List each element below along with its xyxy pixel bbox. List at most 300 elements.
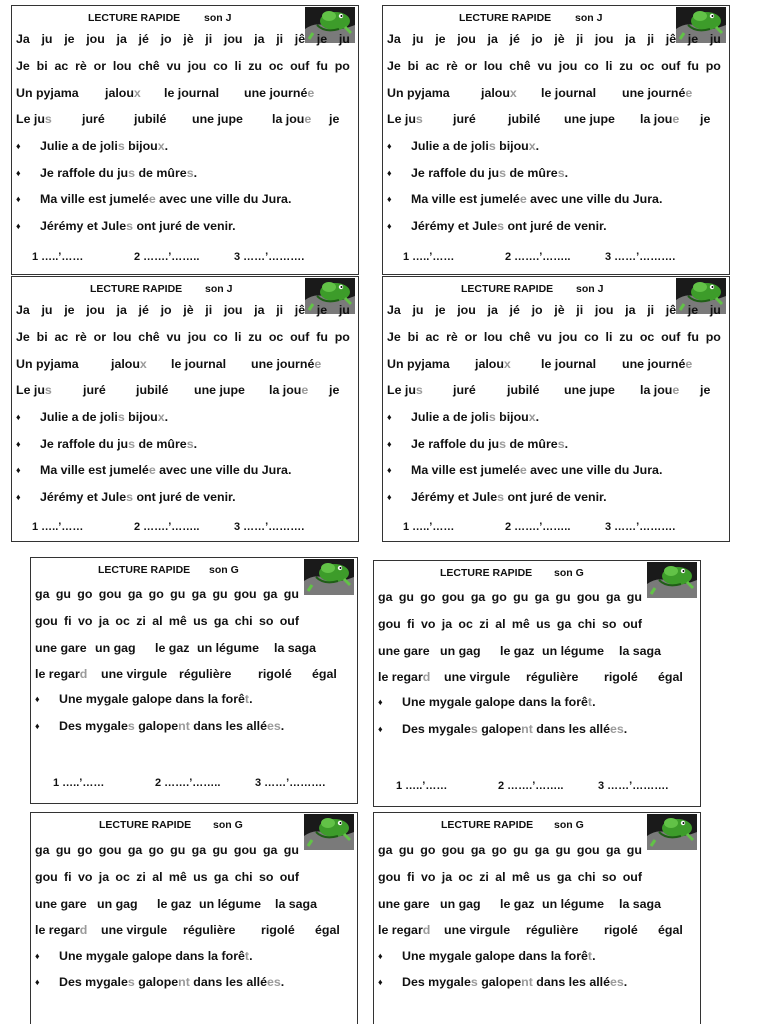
syllable: ga [127,587,143,601]
bullet-icon: ♦ [387,221,392,231]
word [199,897,261,911]
silent-letter: s [126,219,134,233]
word [526,670,578,684]
syllable: ju [412,32,424,46]
bullet-icon: ♦ [35,951,40,961]
word [444,670,510,684]
silent-letter: e [304,112,312,126]
word-row [378,644,696,660]
card-title: LECTURE RAPIDE [441,819,534,831]
sentence-part: . [623,975,628,989]
word-part: le regar [378,670,423,684]
word [35,897,87,911]
sentence-part: galope [477,975,522,989]
syllable: bi [36,330,48,344]
syllable: rè [446,330,458,344]
syllable-row [16,32,350,46]
word [35,667,87,681]
card-sound-label: son G [213,819,243,831]
syllable: gu [283,843,299,857]
bullet-icon: ♦ [387,168,392,178]
sentence-part: . [535,410,540,424]
syllable: us [193,614,208,628]
card-sound-label: son J [575,12,603,24]
bullet-icon: ♦ [378,977,383,987]
syllable: jé [509,303,520,317]
word [95,641,136,655]
syllable: jé [509,32,520,46]
syllable: ji [205,303,213,317]
sentence-part: avec une ville du Jura. [526,192,663,206]
sentence-part: dans les allé [532,722,610,736]
syllable-row [35,870,299,884]
mascot-icon [304,814,354,850]
syllable: ji [647,303,655,317]
syllable: ga [378,843,393,857]
sentence-part: Ma ville est jumelé [40,463,149,477]
sentence-part: Julie a de joli [40,139,118,153]
word-part: la saga [275,897,318,911]
syllable-row [378,590,642,604]
silent-letter: e [148,192,156,206]
syllable: so [601,617,617,631]
word [481,86,517,100]
word-row [35,923,353,939]
syllable: chi [577,617,596,631]
score-field: 2 …….’…….. [498,780,564,792]
word-part: Un pyjama [16,357,79,371]
word-row [387,357,725,373]
sentence-part: Ma ville est jumelé [40,192,149,206]
silent-letter: es [267,975,281,989]
word-row [35,667,353,683]
syllable: so [258,870,274,884]
syllable: gou [35,614,58,628]
word [261,923,295,937]
word [275,897,317,911]
syllable: ji [276,303,284,317]
syllable: ja [116,303,127,317]
silent-letter: es [267,719,281,733]
syllable: lou [112,330,132,344]
syllable: chê [509,330,531,344]
word-part: un légume [197,641,259,655]
syllable: mê [511,870,530,884]
sentence-line [35,692,253,706]
syllable: vu [166,59,181,73]
syllable: jé [138,32,149,46]
sentence-part: . [280,975,285,989]
syllable: go [148,843,164,857]
sentence-line [35,949,253,963]
word-row [16,86,354,102]
syllable: or [464,330,478,344]
syllable: fi [64,614,72,628]
syllable: rè [446,59,458,73]
syllable: oc [639,59,655,73]
word-part: une journé [622,357,686,371]
bullet-icon: ♦ [387,465,392,475]
word-part: le regar [35,667,80,681]
syllable: zu [248,59,262,73]
silent-letter: d [79,667,88,681]
sentence-line [378,695,596,709]
silent-letter: s [470,975,478,989]
word-part: le gaz [155,641,190,655]
syllable: ja [487,32,498,46]
score-field: 3 ……’………. [598,780,669,792]
word-part: une jupe [192,112,243,126]
word [387,112,423,126]
syllable: ga [470,843,486,857]
syllable: us [536,870,551,884]
word [507,383,539,397]
sentence-part: avec une ville du Jura. [155,463,292,477]
word-part: Le ju [387,383,416,397]
word-part: un gag [95,641,136,655]
silent-letter: s [117,139,125,153]
silent-letter: x [509,86,517,100]
syllable: zi [479,617,489,631]
reading-card [11,276,359,542]
word-part: la jou [269,383,302,397]
word [453,112,476,126]
word [440,897,481,911]
syllable: al [152,870,163,884]
word [440,644,481,658]
word-part: une virgule [101,923,168,937]
syllable: jè [183,303,194,317]
word-part: le gaz [157,897,192,911]
syllable: ja [441,617,453,631]
syllable: gou [441,590,465,604]
word-part: jubilé [508,112,541,126]
word [16,112,52,126]
word [312,667,337,681]
syllable: po [334,59,350,73]
word [101,667,167,681]
word-row [378,897,696,913]
word-part: une jupe [194,383,245,397]
silent-letter: s [44,383,52,397]
sentence-part: dans les allé [189,719,267,733]
sentence-line [378,975,627,989]
score-field: 1 …..’…… [32,521,84,533]
syllable: gu [555,843,571,857]
syllable: ja [254,32,265,46]
syllable: ju [412,303,424,317]
syllable: bi [407,330,419,344]
silent-letter: nt [178,975,190,989]
syllable: fu [687,59,699,73]
sentence-part: . [564,437,569,451]
card-title: LECTURE RAPIDE [98,564,191,576]
reading-card [30,557,358,804]
syllable: vu [537,330,552,344]
word [387,383,423,397]
syllable: ouf [661,330,681,344]
word-part: une gare [378,644,430,658]
syllable-row [378,843,642,857]
score-line [374,780,701,794]
syllable: jê [665,32,677,46]
sentence-part: Jérémy et Jule [40,219,127,233]
silent-letter: t [587,695,593,709]
syllable: jou [594,303,614,317]
word [658,670,683,684]
word-part: jalou [111,357,140,371]
syllable: gu [513,843,529,857]
word [387,357,450,371]
syllable: je [316,32,328,46]
word-part: juré [453,383,476,397]
silent-letter: s [186,437,194,451]
syllable: go [420,590,436,604]
word [272,112,311,126]
syllable: je [64,32,75,46]
syllable: ga [191,587,207,601]
card-title: LECTURE RAPIDE [99,819,192,831]
word-part: une gare [378,897,430,911]
silent-letter: d [422,670,431,684]
word-part: une jupe [564,383,615,397]
reading-card [382,276,730,542]
syllable: ga [470,590,486,604]
syllable: lou [112,59,132,73]
syllable: oc [458,617,473,631]
syllable: gu [212,587,228,601]
syllable: ju [709,303,721,317]
silent-letter: s [497,490,505,504]
word-row [378,923,696,939]
syllable: gu [398,590,414,604]
silent-letter: e [519,463,527,477]
sentence-line [378,949,596,963]
silent-letter: e [685,357,693,371]
syllable: fu [316,59,328,73]
syllable: je [316,303,328,317]
syllable: vo [77,614,93,628]
word [604,923,638,937]
word-part: Le ju [387,112,416,126]
silent-letter: s [117,410,125,424]
syllable: ji [205,32,213,46]
word-row [16,383,354,399]
word-part: une journé [251,357,315,371]
word-part: rigolé [604,923,638,937]
card-sound-label: son G [209,564,239,576]
syllable: ga [534,843,550,857]
syllable: ji [576,32,584,46]
mascot-icon [647,814,697,850]
syllable: ga [35,843,50,857]
bullet-icon: ♦ [16,168,21,178]
syllable-row [35,587,299,601]
word-part: une virgule [444,670,511,684]
syllable: co [213,330,228,344]
syllable: co [213,59,228,73]
sentence-part: de mûre [135,166,187,180]
sentence-part: dans les allé [532,975,610,989]
syllable: jou [558,330,578,344]
syllable: go [77,843,93,857]
sentence-part: Jérémy et Jule [411,490,498,504]
word-part: je [700,383,711,397]
word-part: régulière [179,667,232,681]
score-line [383,521,730,535]
syllable: ga [213,614,229,628]
sentence-part: bijou [124,410,158,424]
syllable: al [495,617,506,631]
word [35,923,87,937]
sentence-line [35,975,284,989]
sentence-line [16,410,168,424]
syllable: jou [223,303,243,317]
syllable: gou [98,843,122,857]
syllable: ouf [661,59,681,73]
sentence-part: Une mygale galope dans la forê [59,949,245,963]
word-part: je [700,112,711,126]
syllable: ja [116,32,127,46]
word-part: la jou [640,112,673,126]
bullet-icon: ♦ [378,724,383,734]
silent-letter: t [244,692,250,706]
word [97,897,138,911]
word-part: régulière [526,923,579,937]
silent-letter: s [128,166,136,180]
bullet-icon: ♦ [16,412,21,422]
syllable: je [435,32,446,46]
word-part: le journal [541,86,597,100]
score-field: 2 …….’…….. [155,777,221,789]
syllable: ga [556,870,572,884]
syllable: vo [77,870,93,884]
syllable: ga [35,587,50,601]
syllable: ga [605,590,621,604]
word-row [378,670,696,686]
silent-letter: e [148,463,156,477]
silent-letter: s [127,719,135,733]
syllable-row [35,843,299,857]
word-row [387,383,725,399]
reading-card [373,560,701,807]
sentence-part: . [535,139,540,153]
silent-letter: d [79,923,88,937]
syllable: ac [54,330,69,344]
bullet-icon: ♦ [35,977,40,987]
syllable: ga [378,590,393,604]
silent-letter: s [126,490,134,504]
syllable: vo [420,870,436,884]
word [82,112,105,126]
syllable: Je [16,330,30,344]
syllable: gou [233,587,257,601]
syllable: jo [160,303,172,317]
sentence-part: Julie a de joli [411,139,489,153]
syllable: lou [483,330,503,344]
word [564,383,615,397]
sentence-part: bijou [124,139,158,153]
silent-letter: x [139,357,147,371]
word [16,357,79,371]
syllable: go [491,843,507,857]
syllable: us [193,870,208,884]
syllable: chê [138,59,160,73]
sentence-line [16,139,168,153]
syllable: ji [647,32,655,46]
syllable: ga [534,590,550,604]
word-row [387,112,725,128]
word [134,112,166,126]
sentence-part: . [193,166,198,180]
syllable: fi [407,870,415,884]
sentence-part: . [193,437,198,451]
word [700,383,710,397]
word [542,644,604,658]
sentence-part: . [623,722,628,736]
syllable: jè [554,303,565,317]
word [700,112,710,126]
bullet-icon: ♦ [16,141,21,151]
card-sound-label: son J [205,283,233,295]
silent-letter: s [557,166,565,180]
reading-card [382,5,730,275]
syllable: gou [35,870,58,884]
sentence-line [16,192,291,206]
sentence-part: Des mygale [59,719,128,733]
word [157,897,191,911]
syllable: go [77,587,93,601]
score-field: 2 …….’…….. [505,251,571,263]
score-field: 3 ……’………. [605,521,676,533]
syllable-row [16,303,350,317]
sentence-part: Des mygale [59,975,128,989]
card-sound-label: son J [204,12,232,24]
sentence-line [16,219,236,233]
syllable: rè [75,59,87,73]
syllable: ac [54,59,69,73]
bullet-icon: ♦ [378,697,383,707]
bullet-icon: ♦ [378,951,383,961]
syllable: ja [254,303,265,317]
word-part: un gag [97,897,138,911]
word-part: une gare [35,641,87,655]
syllable: jou [558,59,578,73]
syllable: ouf [290,59,310,73]
sentence-line [387,139,539,153]
syllable: ga [605,843,621,857]
syllable: ju [709,32,721,46]
syllable: li [605,59,613,73]
silent-letter: es [610,975,624,989]
score-field: 3 ……’………. [255,777,326,789]
word [542,897,604,911]
score-field: 1 …..’…… [32,251,84,263]
syllable: or [93,59,107,73]
word-part: la saga [274,641,317,655]
word [111,357,147,371]
word-part: le journal [164,86,220,100]
silent-letter: s [499,437,507,451]
syllable: ja [441,870,453,884]
word [197,641,259,655]
word-part: la jou [272,112,305,126]
mascot-icon [647,562,697,598]
sentence-part: . [280,719,285,733]
word [475,357,511,371]
card-title: LECTURE RAPIDE [461,283,554,295]
syllable: ouf [622,617,642,631]
